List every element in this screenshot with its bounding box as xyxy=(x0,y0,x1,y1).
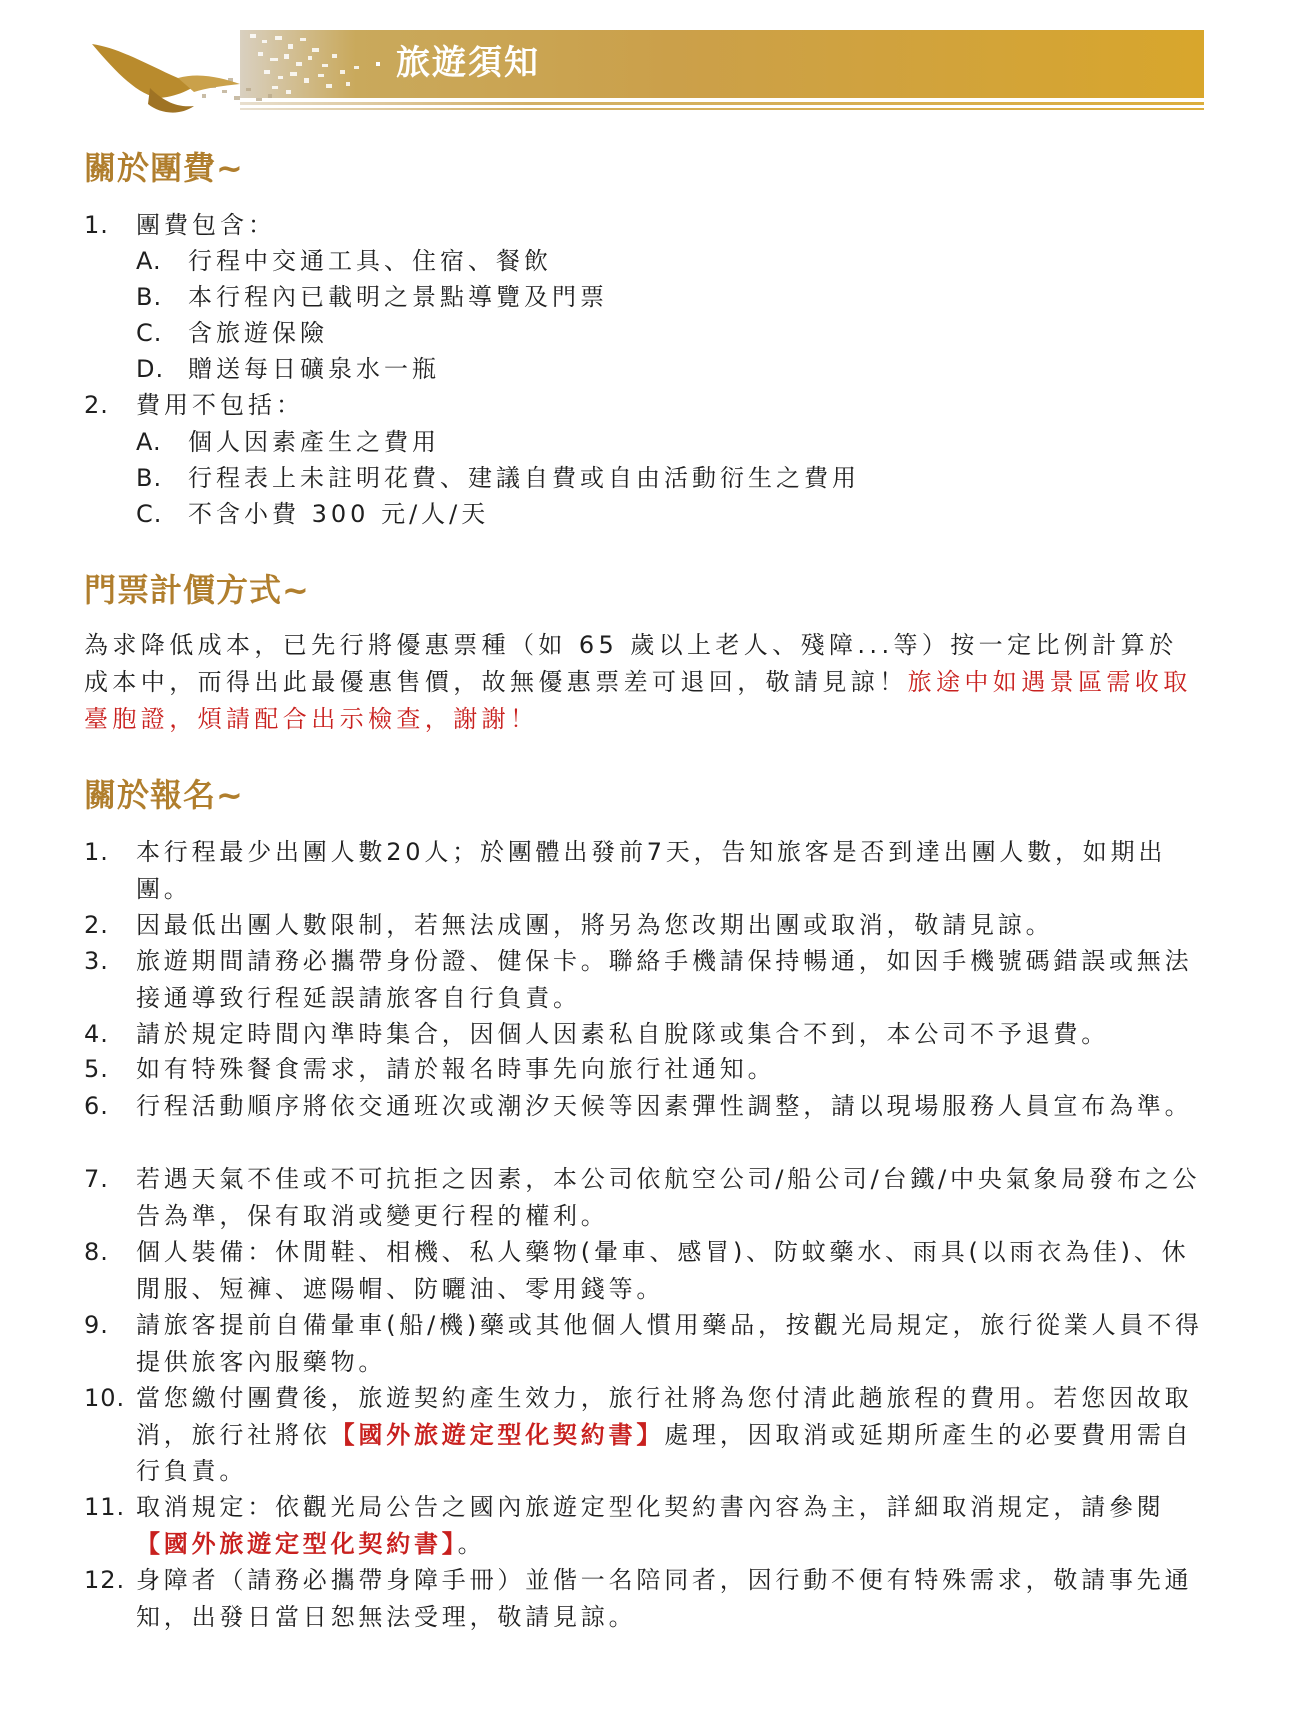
item-text xyxy=(136,1380,1204,1490)
fee-included-item xyxy=(136,243,552,279)
item-text: 個人因素產生之費用 xyxy=(188,428,440,456)
list-number: 12. xyxy=(84,1566,126,1594)
registration-item xyxy=(84,1380,1204,1490)
list-number: 11. xyxy=(84,1493,126,1521)
fee-included-item xyxy=(136,315,328,351)
list-number: 5. xyxy=(84,1055,109,1083)
fee-included-label: 團費包含： xyxy=(136,211,276,239)
registration-item xyxy=(84,1016,1204,1053)
item-letter: D. xyxy=(136,355,165,383)
fee-excluded-item xyxy=(136,496,489,532)
item-text: 贈送每日礦泉水一瓶 xyxy=(188,355,440,383)
list-number: 10. xyxy=(84,1384,126,1412)
registration-item xyxy=(84,1161,1204,1234)
ticket-paragraph xyxy=(84,627,1204,738)
item-text-after: 。 xyxy=(457,1529,486,1558)
fee-section-title: 關於團費~ xyxy=(84,149,244,187)
item-letter: C. xyxy=(136,319,163,347)
registration-item xyxy=(84,1051,1204,1088)
list-number: 1. xyxy=(84,838,109,866)
registration-item xyxy=(84,1307,1204,1380)
fee-included-heading xyxy=(84,207,276,243)
item-text: 本行程內已載明之景點導覽及門票 xyxy=(188,283,608,311)
ticket-section-title: 門票計價方式~ xyxy=(84,571,310,609)
banner-dot xyxy=(376,62,380,66)
item-text: 如有特殊餐食需求，請於報名時事先向旅行社通知。 xyxy=(136,1055,776,1083)
fee-included-item xyxy=(136,279,608,315)
list-number: 6. xyxy=(84,1092,109,1120)
item-text: 個人裝備：休閒鞋、相機、私人藥物(暈車、感冒)、防蚊藥水、雨具(以雨衣為佳)、休閒服、短褲、遮陽帽、防曬油、零用錢等。 xyxy=(136,1238,1190,1303)
item-text: 行程中交通工具、住宿、餐飲 xyxy=(188,247,552,275)
item-text: 請旅客提前自備暈車(船/機)藥或其他個人慣用藥品，按觀光局規定，旅行從業人員不得提供旅客內服藥物。 xyxy=(136,1311,1203,1376)
item-text: 旅遊期間請務必攜帶身份證、健保卡。聯絡手機請保持暢通，如因手機號碼錯誤或無法接通導致行程延誤請旅客自行負責。 xyxy=(136,947,1193,1012)
item-text-before: 取消規定：依觀光局公告之國內旅遊定型化契約書內容為主，詳細取消規定，請參閱 xyxy=(136,1493,1165,1521)
item-text-before: 當您繳付團費後，旅遊契約產生效力，旅行社將為您付清此趟旅程的費用。若您因故取消，旅行社將依 xyxy=(136,1384,1193,1449)
item-text-after: 處理，因取消或延期所產生的必要費用需自行負責。 xyxy=(136,1420,1193,1485)
registration-item xyxy=(84,943,1204,1016)
list-number: 2. xyxy=(84,391,109,419)
contract-link[interactable]: 【國外旅遊定型化契約書】 xyxy=(330,1420,665,1449)
item-text: 含旅遊保險 xyxy=(188,319,328,347)
list-number: 9. xyxy=(84,1311,109,1339)
item-text: 不含小費 300 元/人/天 xyxy=(188,500,490,528)
item-letter: C. xyxy=(136,500,163,528)
item-letter: B. xyxy=(136,283,163,311)
registration-section-title: 關於報名~ xyxy=(84,776,244,814)
item-letter: A. xyxy=(136,247,162,275)
list-number: 1. xyxy=(84,211,109,239)
fee-included-item xyxy=(136,351,440,387)
registration-item xyxy=(84,1234,1204,1307)
header-banner xyxy=(90,26,1204,112)
registration-item xyxy=(84,1489,1204,1562)
item-text: 本行程最少出團人數20人；於團體出發前7天，告知旅客是否到達出團人數，如期出團。 xyxy=(136,838,1167,903)
list-number: 7. xyxy=(84,1165,109,1193)
item-text xyxy=(136,1489,1204,1562)
item-letter: A. xyxy=(136,428,162,456)
list-number: 2. xyxy=(84,911,109,939)
registration-item xyxy=(84,834,1204,907)
fee-excluded-label: 費用不包括： xyxy=(136,391,304,419)
item-letter: B. xyxy=(136,464,163,492)
item-text: 行程活動順序將依交通班次或潮汐天候等因素彈性調整，請以現場服務人員宣布為準。 xyxy=(136,1092,1193,1120)
item-text: 身障者（請務必攜帶身障手冊）並偕一名陪同者，因行動不便有特殊需求，敬請事先通知，出發日當日恕無法受理，敬請見諒。 xyxy=(136,1566,1193,1631)
list-number: 8. xyxy=(84,1238,109,1266)
registration-item xyxy=(84,1562,1204,1635)
contract-link[interactable]: 【國外旅遊定型化契約書】 xyxy=(136,1529,458,1558)
item-text: 若遇天氣不佳或不可抗拒之因素，本公司依航空公司/船公司/台鐵/中央氣象局發布之公告為準，保有取消或變更行程的權利。 xyxy=(136,1165,1201,1230)
registration-item xyxy=(84,1088,1204,1125)
fee-excluded-item xyxy=(136,424,440,460)
list-number: 4. xyxy=(84,1020,109,1048)
ticket-highlight: 旅途中如遇景區需收取臺胞證，煩請配合出示檢查，謝謝！ xyxy=(84,668,1192,733)
bird-logo-icon xyxy=(90,26,390,116)
item-text: 請於規定時間內準時集合，因個人因素私自脫隊或集合不到，本公司不予退費。 xyxy=(136,1020,1109,1048)
item-text: 因最低出團人數限制，若無法成團，將另為您改期出團或取消，敬請見諒。 xyxy=(136,911,1054,939)
list-number: 3. xyxy=(84,947,109,975)
banner-title: 旅遊須知 xyxy=(396,43,540,83)
ticket-text: 為求降低成本，已先行將優惠票種（如 65 歲以上老人、殘障...等）按一定比例計算於成本中，而得出此最優惠售價，故無優惠票差可退回，敬請見諒！ xyxy=(84,631,1178,696)
fee-excluded-item xyxy=(136,460,860,496)
fee-excluded-heading xyxy=(84,387,304,423)
registration-item xyxy=(84,907,1204,944)
item-text: 行程表上未註明花費、建議自費或自由活動衍生之費用 xyxy=(188,464,860,492)
